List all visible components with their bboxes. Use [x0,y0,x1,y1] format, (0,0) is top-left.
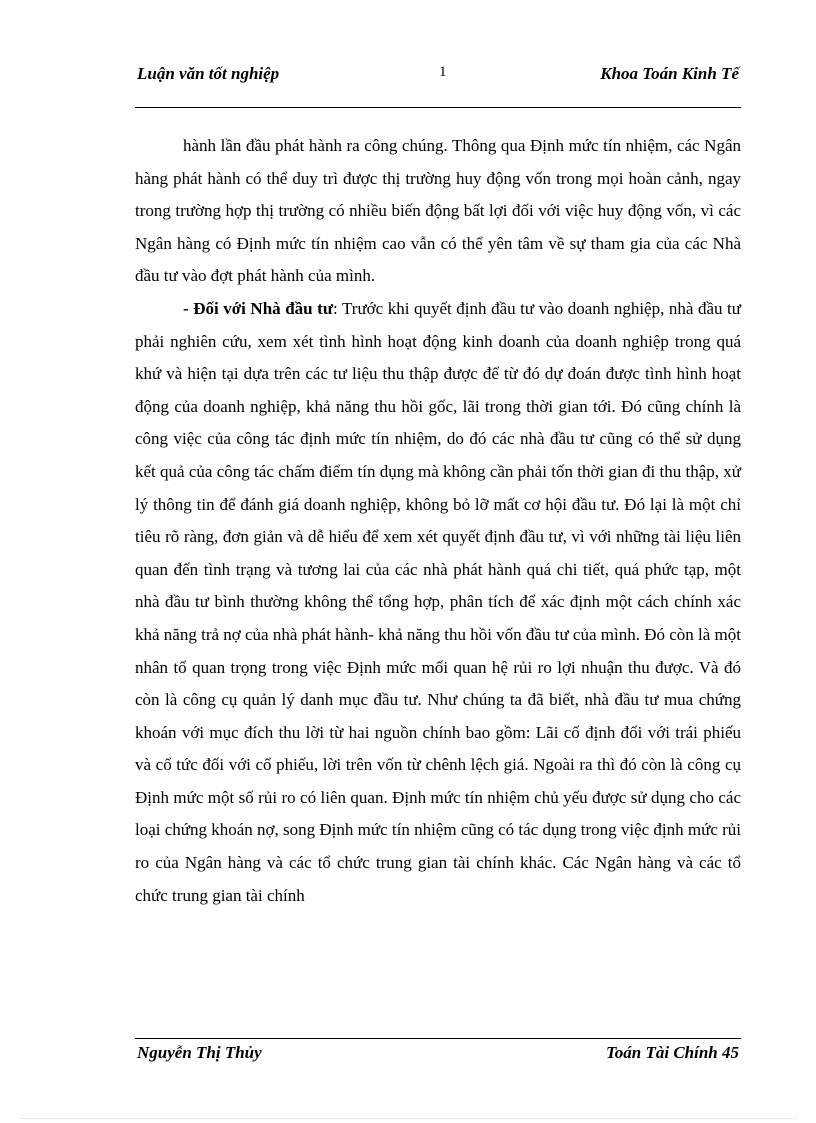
page-number: 1 [439,64,447,80]
footer-author: Nguyễn Thị Thủy [137,1043,262,1062]
body-text [135,130,741,912]
paragraph-investors-text: : Trước khi quyết định đầu tư vào doanh nghiệp, nhà đầu tư phải nghiên cứu, xem xét tình hình hoạt động kinh doanh của doanh nghiệp trong quá khứ và hiện tại dựa trên các tư liệu thu thập được để từ đó dự đoán được tình hình hoạt động của doanh nghiệp, khả năng thu hồi gốc, lãi trong thời gian tới. Đó cũng chính là công việc của công tác định mức tín nhiệm, do đó các nhà đầu tư cũng có thể sử dụng kết quả của công tác chấm điểm tín dụng mà không cần phải tốn thời gian đi thu thập, xử lý thông tin để đánh giá doanh nghiệp, không bỏ lỡ mất cơ hội đầu tư. Đó lại là một chỉ tiêu rõ ràng, đơn giản và dễ hiểu để xem xét quyết định đầu tư, vì với những tài liệu liên quan đến tình trạng và tương lai của các nhà phát hành quá chi tiết, quá phức tạp, một nhà đầu tư bình thường không thể tổng hợp, phân tích để xác định một cách chính xác khả năng trả nợ của nhà phát hành- khả năng thu hồi vốn đầu tư của mình. Đó còn là một nhân tố quan trọng trong việc Định mức mối quan hệ rủi ro lợi nhuận thu được. Và đó còn là công cụ quản lý danh mục đầu tư. Như chúng ta đã biết, nhà đầu tư mua chứng khoán với mục đích thu lời từ hai nguồn chính bao gồm: Lãi cố định đối với trái phiếu và cổ tức đối với cổ phiếu, lời trên vốn từ chênh lệch giá. Ngoài ra thì đó còn là công cụ Định mức một số rủi ro có liên quan. Định mức tín nhiệm chủ yếu được sử dụng cho các loại chứng khoán nợ, song Định mức tín nhiệm cũng có tác dụng trong việc định mức rủi ro của Ngân hàng và các tổ chức trung gian tài chính khác. Các Ngân hàng và các tổ chức trung gian tài chính [135,298,742,905]
footer-rule [135,1038,741,1039]
paragraph-issuers: hành lần đầu phát hành ra công chúng. Thông qua Định mức tín nhiệm, các Ngân hàng phát hành có thể duy trì được thị trường huy động vốn trong mọi hoàn cảnh, ngay trong trường hợp thị trường có nhiều biến động bất lợi đối với việc huy động vốn, vì các Ngân hàng có Định mức tín nhiệm cao vẫn có thể yên tâm về sự tham gia của các Nhà đầu tư vào đợt phát hành của mình. [135,136,741,286]
footer-class: Toán Tài Chính 45 [605,1043,739,1062]
page-header [135,64,741,90]
header-department: Khoa Toán Kinh Tế [600,64,739,83]
page-bottom-divider [20,1118,796,1119]
paragraph-investors-heading: - Đối với Nhà đầu tư [183,298,334,318]
header-thesis-title: Luận văn tốt nghiệp [137,64,280,83]
header-rule [135,107,741,108]
page-footer [135,1043,741,1069]
paragraph-investors [135,293,741,912]
